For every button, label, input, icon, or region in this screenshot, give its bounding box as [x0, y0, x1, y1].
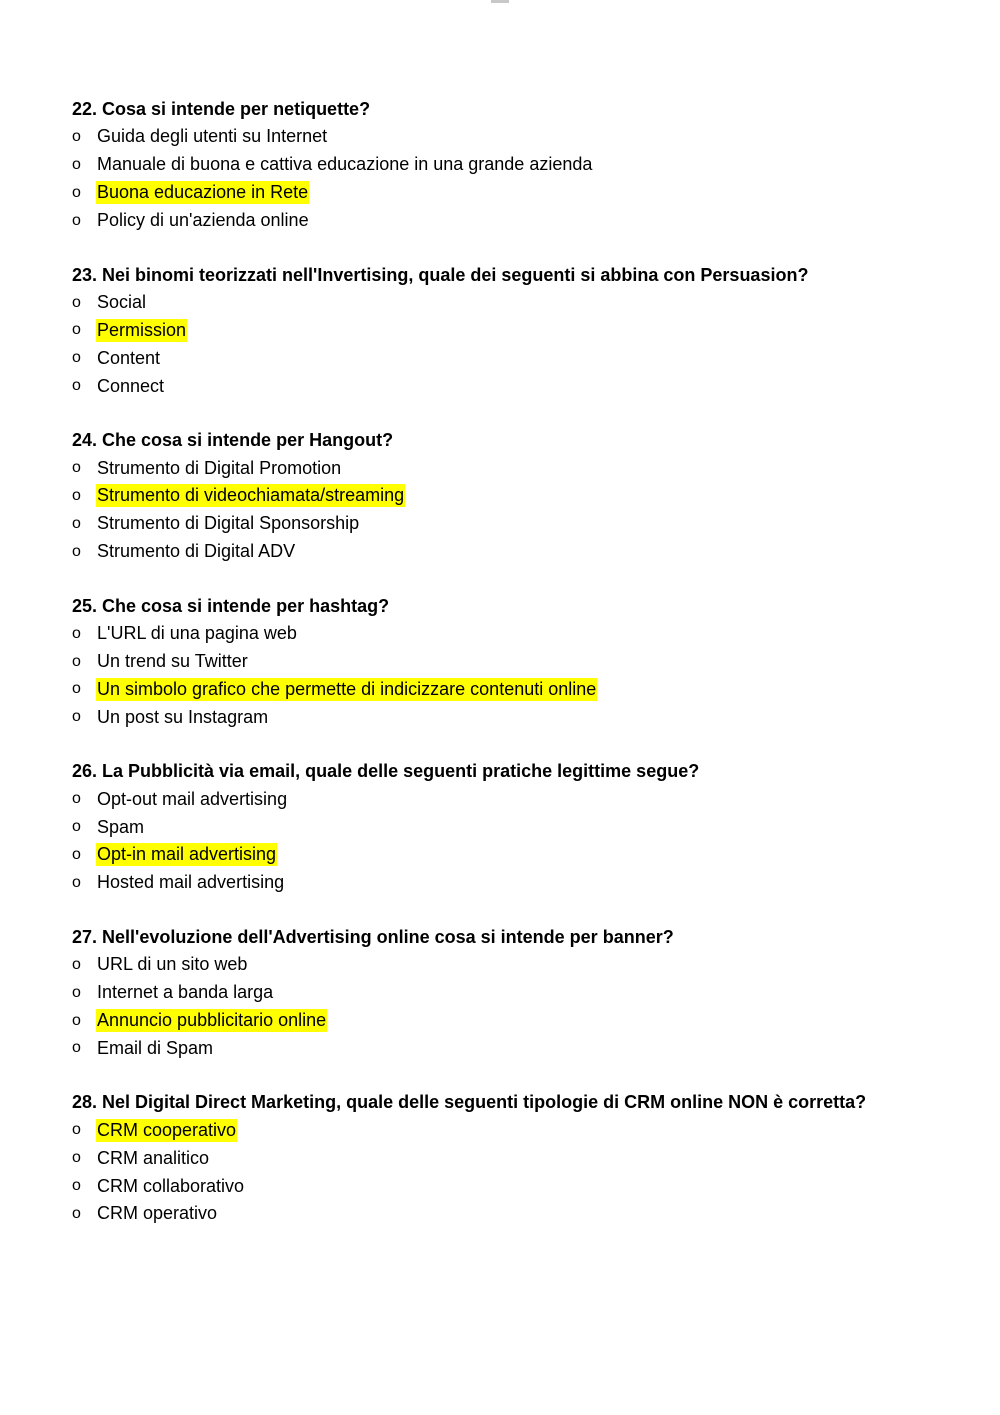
circle-bullet-icon: o	[72, 1121, 81, 1139]
answer-option	[72, 316, 972, 344]
question-title: 28. Nel Digital Direct Marketing, quale delle seguenti tipologie di CRM online NON è corretta?	[72, 1092, 867, 1113]
circle-bullet-icon: o	[72, 349, 81, 367]
answer-text: Strumento di Digital Sponsorship	[97, 513, 360, 534]
answer-option	[72, 1144, 972, 1172]
answer-text: L'URL di una pagina web	[97, 623, 297, 644]
circle-bullet-icon: o	[72, 155, 81, 173]
answer-option	[72, 151, 972, 179]
answer-option	[72, 207, 972, 235]
answer-text: Opt-out mail advertising	[97, 788, 288, 809]
circle-bullet-icon: o	[72, 293, 81, 311]
highlighted-answer-text: Un simbolo grafico che permette di indicizzare contenuti online	[97, 678, 597, 699]
answer-option	[72, 344, 972, 372]
answer-option	[72, 289, 972, 317]
circle-bullet-icon: o	[72, 955, 81, 973]
answer-option	[72, 454, 972, 482]
answer-option	[72, 979, 972, 1007]
highlighted-answer-text: Buona educazione in Rete	[97, 182, 309, 203]
circle-bullet-icon: o	[72, 983, 81, 1001]
answer-option	[72, 841, 972, 869]
question-block	[72, 262, 972, 401]
highlighted-answer-text: Strumento di videochiamata/streaming	[97, 485, 405, 506]
answer-option	[72, 1034, 972, 1062]
answer-option	[72, 675, 972, 703]
question-block	[72, 1089, 972, 1228]
answer-text: CRM collaborativo	[97, 1175, 245, 1196]
answer-option	[72, 1007, 972, 1035]
question-block	[72, 96, 972, 235]
answer-option	[72, 1172, 972, 1200]
question-title: 27. Nell'evoluzione dell'Advertising online cosa si intende per banner?	[72, 926, 674, 947]
circle-bullet-icon: o	[72, 211, 81, 229]
question-title: 26. La Pubblicità via email, quale delle seguenti pratiche legittime segue?	[72, 761, 700, 782]
answer-text: Policy di un'azienda online	[97, 210, 309, 231]
answer-option	[72, 1200, 972, 1228]
highlighted-answer-text: Permission	[97, 319, 187, 340]
highlighted-answer-text: Annuncio pubblicitario online	[97, 1010, 327, 1031]
answer-option	[72, 813, 972, 841]
highlighted-answer-text: CRM cooperativo	[97, 1119, 237, 1140]
answer-text: Email di Spam	[97, 1037, 214, 1058]
answer-text: CRM analitico	[97, 1147, 210, 1168]
question-block	[72, 593, 972, 732]
question-title: 22. Cosa si intende per netiquette?	[72, 99, 371, 119]
answer-text: Strumento di Digital Promotion	[97, 457, 342, 478]
circle-bullet-icon: o	[72, 1205, 81, 1223]
answer-option	[72, 538, 972, 566]
circle-bullet-icon: o	[72, 680, 81, 698]
circle-bullet-icon: o	[72, 183, 81, 201]
question-title: 25. Che cosa si intende per hashtag?	[72, 595, 390, 616]
quiz-page	[72, 96, 972, 1255]
circle-bullet-icon: o	[72, 652, 81, 670]
answer-option	[72, 1116, 972, 1144]
circle-bullet-icon: o	[72, 818, 81, 836]
answer-text: Spam	[97, 816, 145, 837]
answer-text: Un trend su Twitter	[97, 651, 248, 672]
answer-text: Social	[97, 292, 147, 312]
circle-bullet-icon: o	[72, 873, 81, 891]
answer-option	[72, 648, 972, 676]
header-mark	[491, 0, 509, 3]
circle-bullet-icon: o	[72, 542, 81, 560]
answer-option	[72, 620, 972, 648]
answer-option	[72, 703, 972, 731]
question-block	[72, 427, 972, 566]
answer-text: Strumento di Digital ADV	[97, 541, 296, 562]
highlighted-answer-text: Opt-in mail advertising	[97, 844, 277, 865]
circle-bullet-icon: o	[72, 1177, 81, 1195]
circle-bullet-icon: o	[72, 1149, 81, 1167]
answer-option	[72, 123, 972, 151]
question-block	[72, 758, 972, 897]
circle-bullet-icon: o	[72, 1011, 81, 1029]
circle-bullet-icon: o	[72, 321, 81, 339]
answer-text: Internet a banda larga	[97, 982, 274, 1003]
circle-bullet-icon: o	[72, 1039, 81, 1057]
answer-text: Un post su Instagram	[97, 706, 269, 727]
circle-bullet-icon: o	[72, 128, 81, 145]
answer-option	[72, 179, 972, 207]
circle-bullet-icon: o	[72, 487, 81, 505]
answer-text: Manuale di buona e cattiva educazione in una grande azienda	[97, 154, 593, 175]
question-title: 24. Che cosa si intende per Hangout?	[72, 430, 394, 451]
circle-bullet-icon: o	[72, 514, 81, 532]
circle-bullet-icon: o	[72, 846, 81, 864]
answer-text: URL di un sito web	[97, 954, 248, 975]
circle-bullet-icon: o	[72, 459, 81, 477]
answer-text: Hosted mail advertising	[97, 872, 285, 893]
answer-text: CRM operativo	[97, 1203, 218, 1224]
answer-option	[72, 510, 972, 538]
answer-text: Connect	[97, 375, 165, 396]
circle-bullet-icon: o	[72, 790, 81, 808]
question-title: 23. Nei binomi teorizzati nell'Invertising, quale dei seguenti si abbina con Persuasion?	[72, 264, 809, 285]
answer-option	[72, 869, 972, 897]
answer-option	[72, 951, 972, 979]
answer-text: Content	[97, 347, 161, 368]
circle-bullet-icon: o	[72, 624, 81, 642]
answer-option	[72, 785, 972, 813]
circle-bullet-icon: o	[72, 708, 81, 726]
answer-option	[72, 372, 972, 400]
circle-bullet-icon: o	[72, 377, 81, 395]
answer-option	[72, 482, 972, 510]
question-block	[72, 924, 972, 1063]
answer-text: Guida degli utenti su Internet	[97, 126, 328, 147]
